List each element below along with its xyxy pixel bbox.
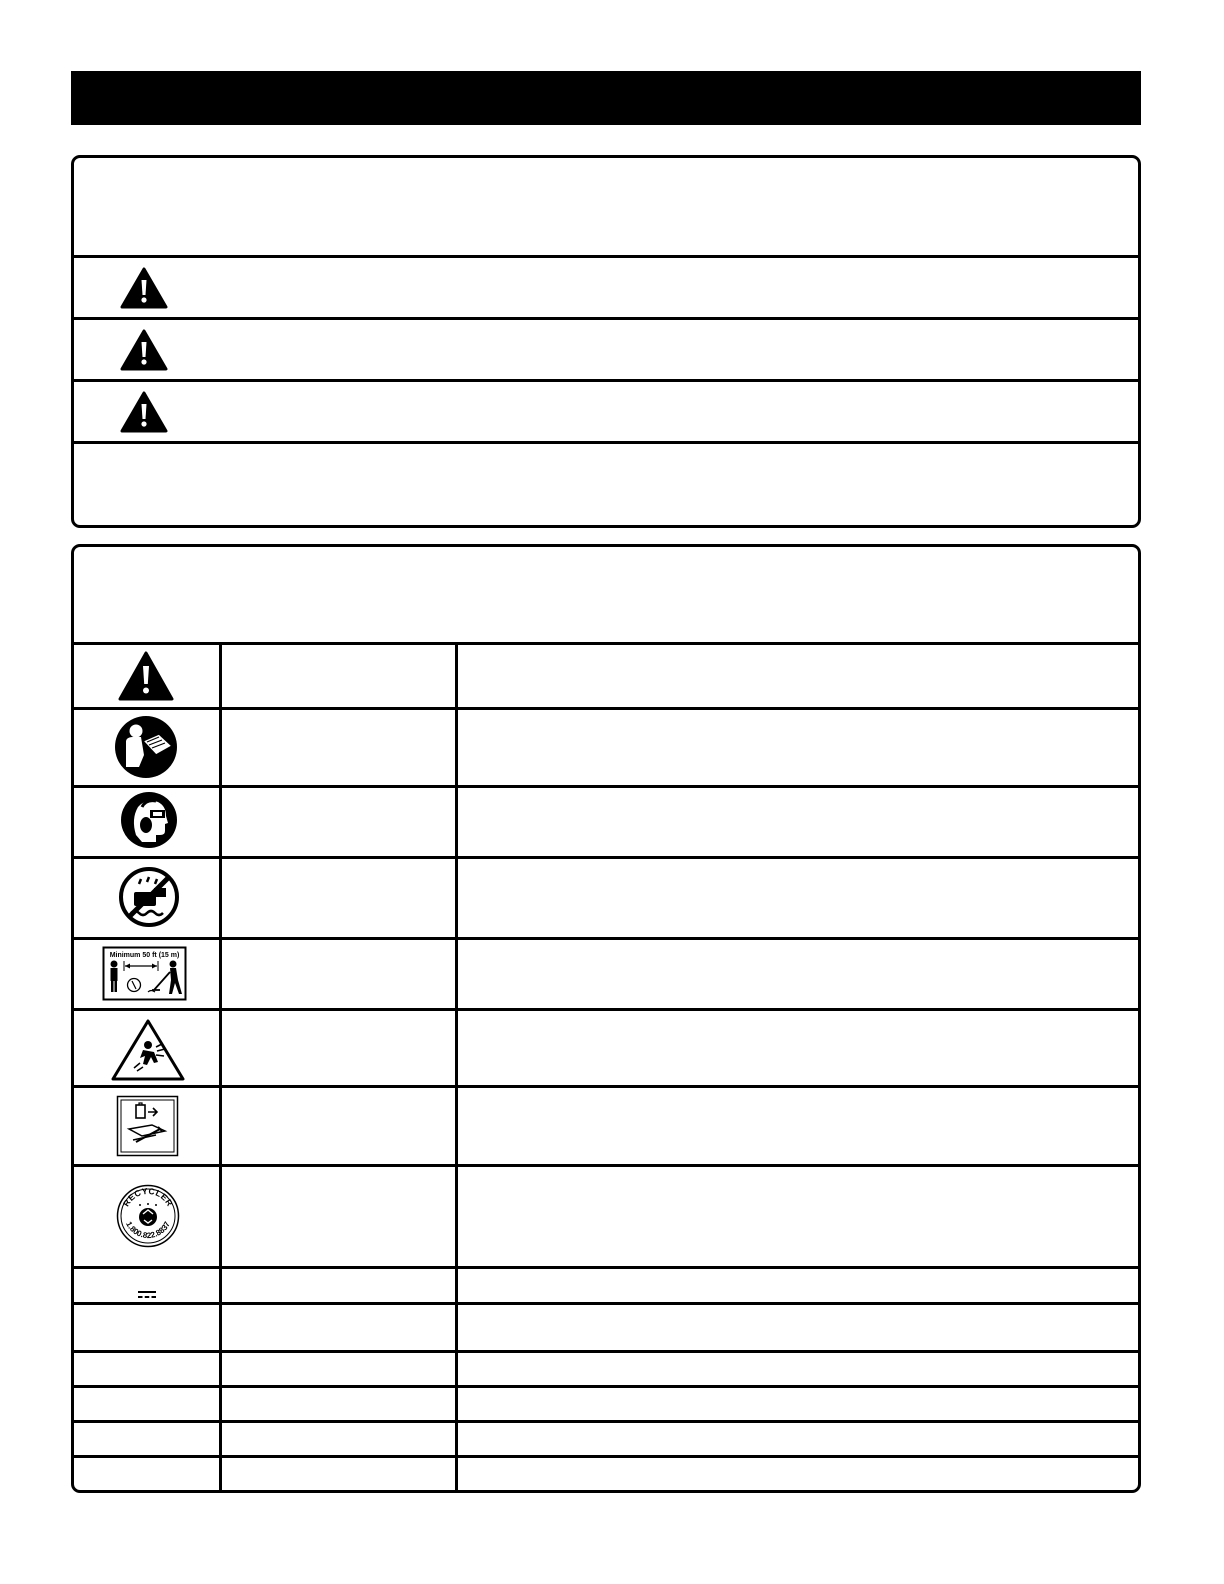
ricochet-hazard-icon bbox=[110, 1018, 186, 1082]
row-divider bbox=[74, 856, 1138, 859]
no-rain-icon bbox=[119, 867, 179, 927]
row-divider bbox=[74, 1350, 1138, 1353]
warning-triangle-icon bbox=[120, 329, 168, 371]
symbols-table bbox=[71, 544, 1141, 1493]
row-divider bbox=[74, 1302, 1138, 1305]
row-divider bbox=[74, 1455, 1138, 1458]
row-divider bbox=[74, 1266, 1138, 1269]
safety-alert-icon bbox=[118, 651, 174, 701]
warning-triangle-icon bbox=[120, 267, 168, 309]
row-divider bbox=[74, 1008, 1138, 1011]
eye-ear-protection-icon bbox=[120, 791, 178, 849]
divider bbox=[74, 379, 1138, 382]
minimum-distance-label: Minimum 50 ft (15 m) bbox=[109, 952, 180, 959]
seal-top-text: RECYCLER bbox=[120, 1185, 176, 1209]
rbrc-recycle-seal-icon bbox=[116, 1184, 180, 1248]
row-divider bbox=[74, 707, 1138, 710]
row-divider bbox=[74, 785, 1138, 788]
row-divider bbox=[74, 1420, 1138, 1423]
section-title-bar bbox=[71, 71, 1141, 125]
direct-current-icon bbox=[138, 1286, 156, 1304]
column-divider bbox=[455, 642, 458, 1490]
row-divider bbox=[74, 1164, 1138, 1167]
keep-bystanders-away-icon bbox=[102, 946, 187, 1001]
signal-words-panel bbox=[71, 155, 1141, 528]
row-divider bbox=[74, 1385, 1138, 1388]
remove-battery-icon bbox=[116, 1095, 179, 1157]
row-divider bbox=[74, 1085, 1138, 1088]
divider bbox=[74, 317, 1138, 320]
seal-phone-text: 1.800.822.8837 bbox=[124, 1220, 172, 1241]
table-header-divider bbox=[74, 642, 1138, 645]
row-divider bbox=[74, 937, 1138, 940]
divider bbox=[74, 441, 1138, 444]
read-manual-icon bbox=[114, 715, 178, 779]
divider bbox=[74, 255, 1138, 258]
column-divider bbox=[219, 642, 222, 1490]
warning-triangle-icon bbox=[120, 391, 168, 433]
